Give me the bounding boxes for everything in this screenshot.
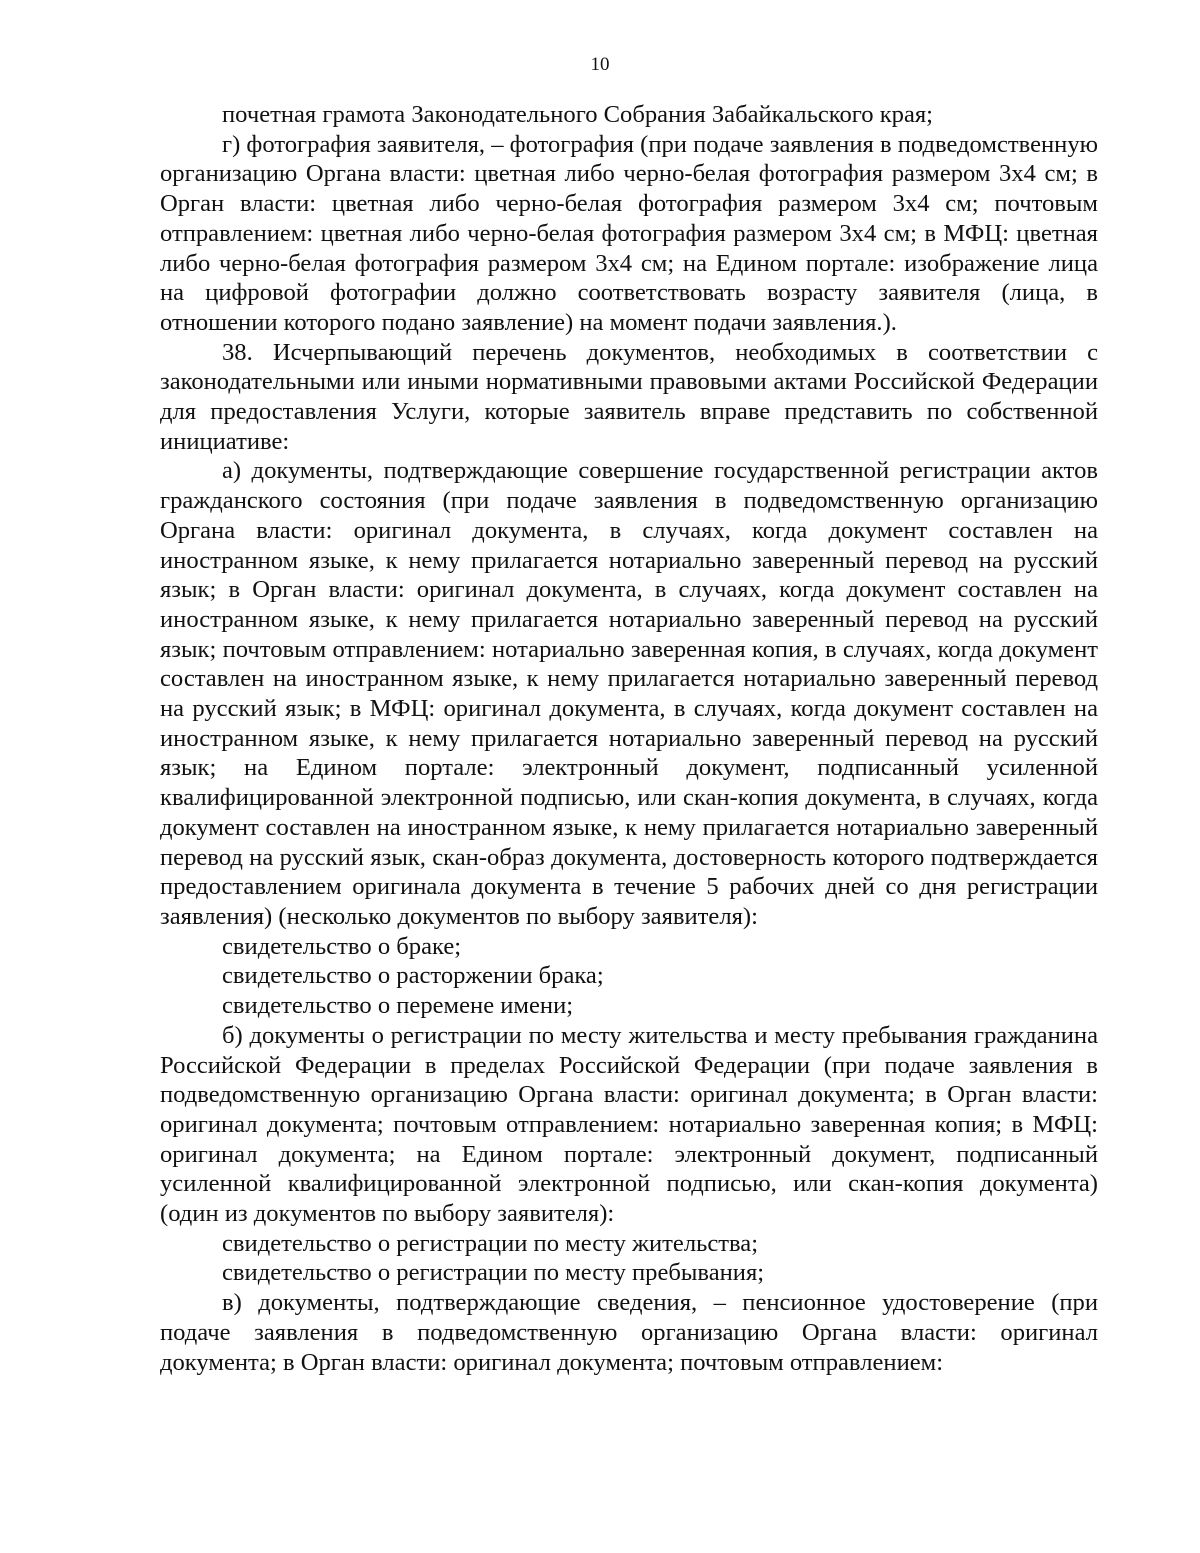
list-item-name-change: свидетельство о перемене имени;: [222, 992, 574, 1020]
list-item-residence: свидетельство о регистрации по месту жительства;: [222, 1229, 759, 1257]
list-item-divorce: свидетельство о расторжении брака;: [222, 962, 604, 990]
paragraph-38: 38. Исчерпывающий перечень документов, необходимых в соответствии с законодательными или иными нормативными правовыми актами Российской Федерации для предоставления Услуги, которые заявитель вправе представить по собственной инициативе:: [160, 338, 1098, 455]
list-item-stay: свидетельство о регистрации по месту пребывания;: [222, 1259, 765, 1287]
page-number: 10: [590, 54, 610, 75]
list-item-marriage: свидетельство о браке;: [222, 932, 462, 960]
paragraph-photo: г) фотография заявителя, – фотография (при подаче заявления в подведомственную организацию Органа власти: цветная либо черно-белая фотография размером 3х4 см; в Орган власти: цветная либо черно-белая фотография размером 3х4 см; почтовым отправлением: цветная либо черно-белая фотография размером 3х4 см; в МФЦ: цветная либо черно-белая фотография размером 3х4 см; на Едином портале: изображение лица на цифровой фотографии должно соответствовать возрасту заявителя (лица, в отношении которого подано заявление) на момент подачи заявления.).: [160, 130, 1098, 336]
paragraph-v: в) документы, подтверждающие сведения, – пенсионное удостоверение (при подаче заявления в подведомственную организацию Органа власти: оригинал документа; в Орган власти: оригинал документа; почтовым отправлением:: [160, 1289, 1098, 1376]
paragraph-b: б) документы о регистрации по месту жительства и месту пребывания гражданина Российской Федерации в пределах Российской Федерации (при подаче заявления в подведомственную организацию Органа власти: оригинал документа; в Орган власти: оригинал документа; почтовым отправлением: нотариально заверенная копия; в МФЦ: оригинал документа; на Едином портале: электронный документ, подписанный усиленной квалифицированной электронной подписью, или скан-копия документа) (один из документов по выбору заявителя):: [160, 1021, 1098, 1228]
document-body: [160, 100, 1098, 1377]
list-item-award: почетная грамота Законодательного Собрания Забайкальского края;: [222, 101, 934, 128]
paragraph-a: а) документы, подтверждающие совершение государственной регистрации актов гражданского состояния (при подаче заявления в подведомственную организацию Органа власти: оригинал документа, в случаях, когда документ составлен на иностранном языке, к нему прилагается нотариально заверенный перевод на русский язык; в Орган власти: оригинал документа, в случаях, когда документ составлен на иностранном языке, к нему прилагается нотариально заверенный перевод на русский язык; почтовым отправлением: нотариально заверенная копия, в случаях, когда документ составлен на иностранном языке, к нему прилагается нотариально заверенный перевод на русский язык; в МФЦ: оригинал документа, в случаях, когда документ составлен на иностранном языке, к нему прилагается нотариально заверенный перевод на русский язык; на Едином портале: электронный документ, подписанный усиленной квалифицированной электронной подписью, или скан-копия документа, в случаях, когда документ составлен на иностранном языке, к нему прилагается нотариально заверенный перевод на русский язык, скан-образ документа, достоверность которого подтверждается предоставлением оригинала документа в течение 5 рабочих дней со дня регистрации заявления) (несколько документов по выбору заявителя):: [160, 457, 1098, 930]
